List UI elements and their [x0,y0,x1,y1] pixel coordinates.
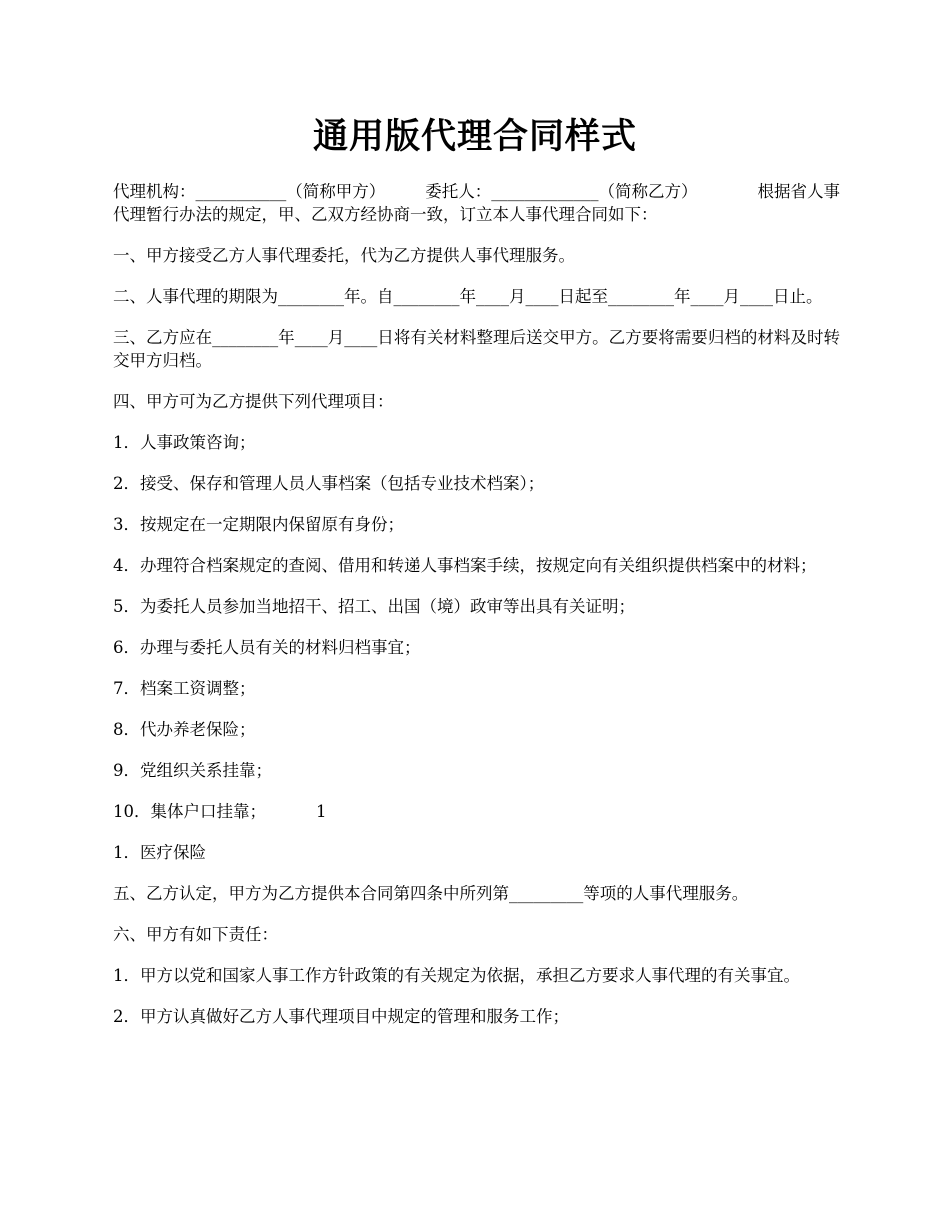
clause-2: 二、人事代理的期限为________年。自________年____月____日起至________年____月____日止。 [113,287,823,306]
client-field: 委托人：_____________（简称乙方） [425,182,698,201]
list-item: 1．人事政策咨询； [113,433,256,452]
list-item: 8．代办养老保险； [113,720,256,739]
list-item-10 [113,800,840,823]
item10-suffix: 1 [316,802,327,821]
list-item: 1．甲方以党和国家人事工作方针政策的有关规定为依据，承担乙方要求人事代理的有关事宜。 [113,966,800,985]
list-item: 2．甲方认真做好乙方人事代理项目中规定的管理和服务工作； [113,1007,569,1026]
clause-6: 六、甲方有如下责任： [113,925,278,944]
list-item: 9．党组织关系挂靠； [113,761,272,780]
intro-paragraph [113,180,840,226]
list-item: 6．办理与委托人员有关的材料归档事宜； [113,638,421,657]
list-item: 7．档案工资调整； [113,679,256,698]
document-body [113,180,840,1046]
clause-4: 四、甲方可为乙方提供下列代理项目： [113,392,394,411]
basis-rest: 省人事代理暂行办法的规定，甲、乙双方经协商一致，订立本人事代理合同如下： [113,182,840,224]
clause-3: 三、乙方应在________年____月____日将有关材料整理后送交甲方。乙方要将需要归档的材料及时转交甲方归档。 [113,328,840,370]
list-item: 4．办理符合档案规定的查阅、借用和转递人事档案手续，按规定向有关组织提供档案中的材料； [113,556,817,575]
clause-1: 一、甲方接受乙方人事代理委托，代为乙方提供人事代理服务。 [113,246,575,265]
agency-field: 代理机构：___________（简称甲方） [113,182,386,201]
clause-5: 五、乙方认定，甲方为乙方提供本合同第四条中所列第_________等项的人事代理服务。 [113,884,749,903]
item10-text: 10．集体户口挂靠； [113,802,266,821]
list-item: 3．按规定在一定期限内保留原有身份； [113,515,404,534]
list-item: 5．为委托人员参加当地招干、招工、出国（境）政审等出具有关证明； [113,597,635,616]
document-title: 通用版代理合同样式 [312,116,637,157]
list-item: 2．接受、保存和管理人员人事档案（包括专业技术档案）； [113,474,545,493]
basis-start: 根据 [757,182,791,201]
list-item: 1．医疗保险 [113,843,206,862]
